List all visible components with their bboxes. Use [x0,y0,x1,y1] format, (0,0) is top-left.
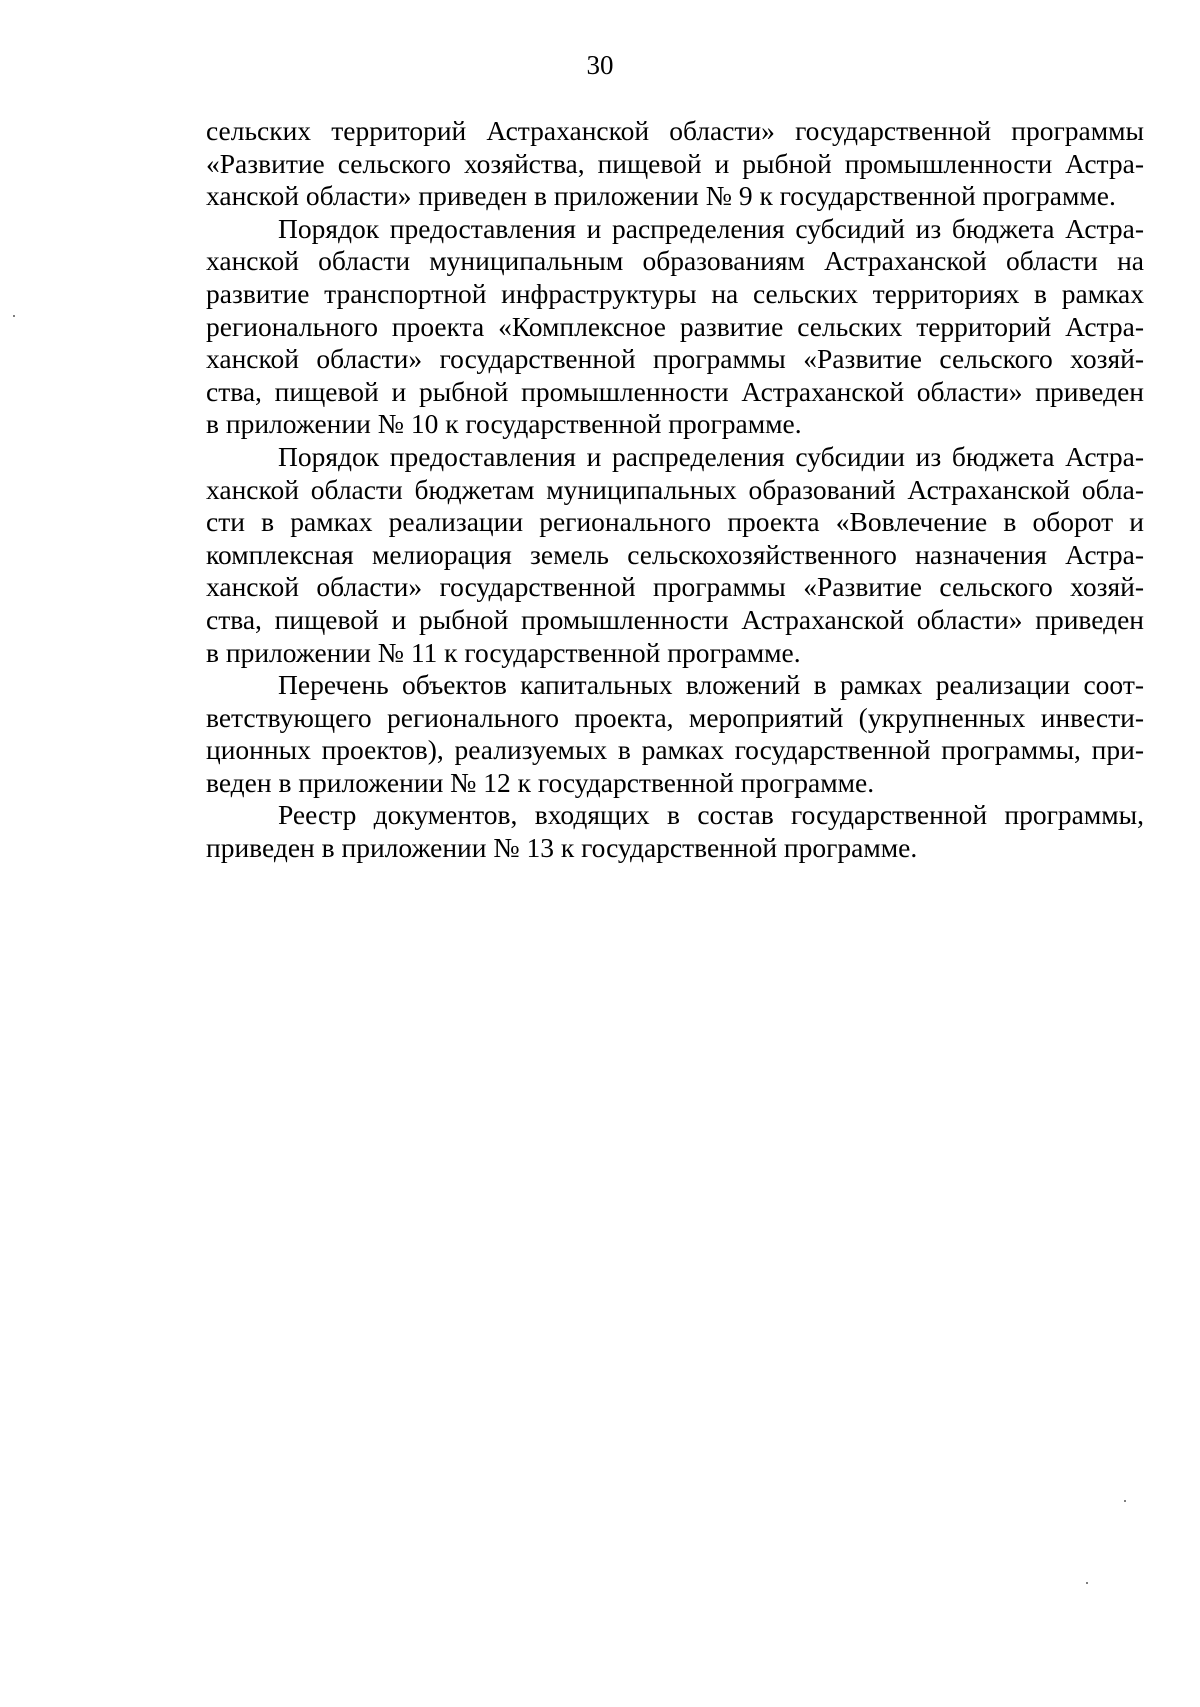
text-line: в приложении № 10 к государственной программе. [206,408,802,440]
text-line: Порядок предоставления и распределения субсидий из бюджета Астра- [278,212,1144,244]
text-line: развитие транспортной инфраструктуры на сельских территориях в рамках [206,277,1144,309]
paragraph-3 [206,441,1144,669]
text-line: сельских территорий Астраханской области» государственной программы [206,115,1144,146]
paragraph-5 [206,799,1144,864]
text-line: ханской области» государственной программы «Развитие сельского хозяй- [206,343,1144,375]
text-line: Реестр документов, входящих в состав государственной программы, [278,799,1144,831]
text-line: ства, пищевой и рыбной промышленности Астраханской области» приведен [206,603,1144,635]
text-line: ства, пищевой и рыбной промышленности Астраханской области» приведен [206,375,1144,407]
text-line: Порядок предоставления и распределения субсидии из бюджета Астра- [278,440,1144,472]
page-number: 30 [586,50,614,80]
text-line: веден в приложении № 12 к государственной программе. [206,766,875,798]
text-line: ханской области» государственной программы «Развитие сельского хозяй- [206,571,1144,603]
paragraph-2 [206,213,1144,441]
text-line: сти в рамках реализации регионального проекта «Вовлечение в оборот и [206,506,1144,538]
text-line: приведен в приложении № 13 к государственной программе. [206,832,918,864]
scan-speck [1124,1500,1126,1502]
text-line: ционных проектов), реализуемых в рамках государственной программы, при- [206,734,1144,766]
text-line: ханской области муниципальным образованиям Астраханской области на [206,245,1144,277]
text-line: Перечень объектов капитальных вложений в рамках реализации соот- [278,669,1144,701]
text-line: ханской области бюджетам муниципальных образований Астраханской обла- [206,473,1144,505]
text-line: «Развитие сельского хозяйства, пищевой и рыбной промышленности Астра- [206,147,1144,179]
scan-speck [1086,1582,1088,1584]
paragraph-1 [206,115,1144,213]
document-body [206,115,1144,865]
scan-speck [13,315,15,317]
text-line: регионального проекта «Комплексное развитие сельских территорий Астра- [206,310,1144,342]
text-line: в приложении № 11 к государственной программе. [206,636,801,668]
text-line: ханской области» приведен в приложении № 9 к государственной программе. [206,180,1116,212]
text-line: комплексная мелиорация земель сельскохозяйственного назначения Астра- [206,538,1144,570]
paragraph-4 [206,669,1144,799]
text-line: ветствующего регионального проекта, мероприятий (укрупненных инвести- [206,701,1144,733]
